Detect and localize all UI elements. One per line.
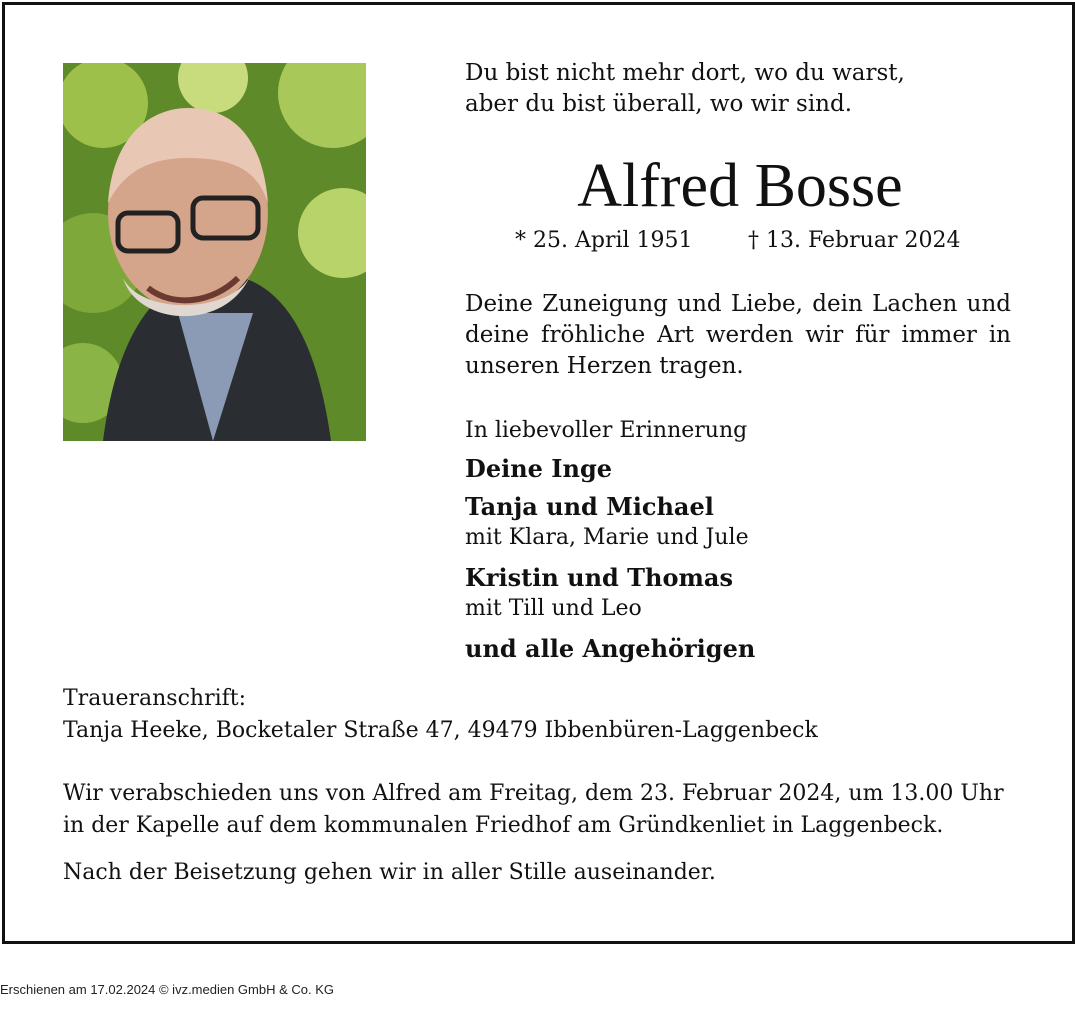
family-children: mit Klara, Marie und Jule bbox=[465, 525, 749, 550]
tribute-line: Deine Zuneigung und Liebe, dein Lachen und bbox=[465, 291, 1011, 317]
service-info bbox=[63, 778, 1004, 842]
address-text: Tanja Heeke, Bocketaler Straße 47, 49479 Ibbenbüren-Laggenbeck bbox=[63, 718, 818, 743]
memory-line: In liebevoller Erinnerung bbox=[465, 418, 748, 443]
family-children: mit Till und Leo bbox=[465, 596, 642, 621]
service-line: Wir verabschieden uns von Alfred am Freitag, dem 23. Februar 2024, um 13.00 Uhr bbox=[63, 781, 1004, 806]
family-member: Deine Inge bbox=[465, 454, 612, 483]
motto bbox=[465, 58, 905, 120]
address-label: Traueranschrift: bbox=[63, 686, 247, 711]
death-date: † 13. Februar 2024 bbox=[748, 228, 961, 253]
publication-footer: Erschienen am 17.02.2024 © ivz.medien GmbH & Co. KG bbox=[0, 982, 335, 997]
family-member: Tanja und Michael bbox=[465, 492, 714, 521]
tribute-line: unseren Herzen tragen. bbox=[465, 353, 744, 379]
birth-date: * 25. April 1951 bbox=[515, 228, 693, 253]
family-list bbox=[465, 453, 755, 665]
portrait-photo bbox=[63, 63, 366, 441]
tribute-line: deine fröhliche Art werden wir für immer in bbox=[465, 322, 1011, 348]
deceased-name: Alfred Bosse bbox=[577, 152, 903, 220]
motto-line: Du bist nicht mehr dort, wo du warst, bbox=[465, 60, 905, 86]
mourning-address bbox=[63, 683, 818, 747]
farewell-text: Nach der Beisetzung gehen wir in aller Stille auseinander. bbox=[63, 860, 716, 885]
family-member: und alle Angehörigen bbox=[465, 634, 756, 663]
family-member: Kristin und Thomas bbox=[465, 563, 733, 592]
motto-line: aber du bist überall, wo wir sind. bbox=[465, 91, 853, 117]
service-line: in der Kapelle auf dem kommunalen Friedhof am Gründkenliet in Laggenbeck. bbox=[63, 813, 944, 838]
tribute-text bbox=[465, 289, 1011, 382]
